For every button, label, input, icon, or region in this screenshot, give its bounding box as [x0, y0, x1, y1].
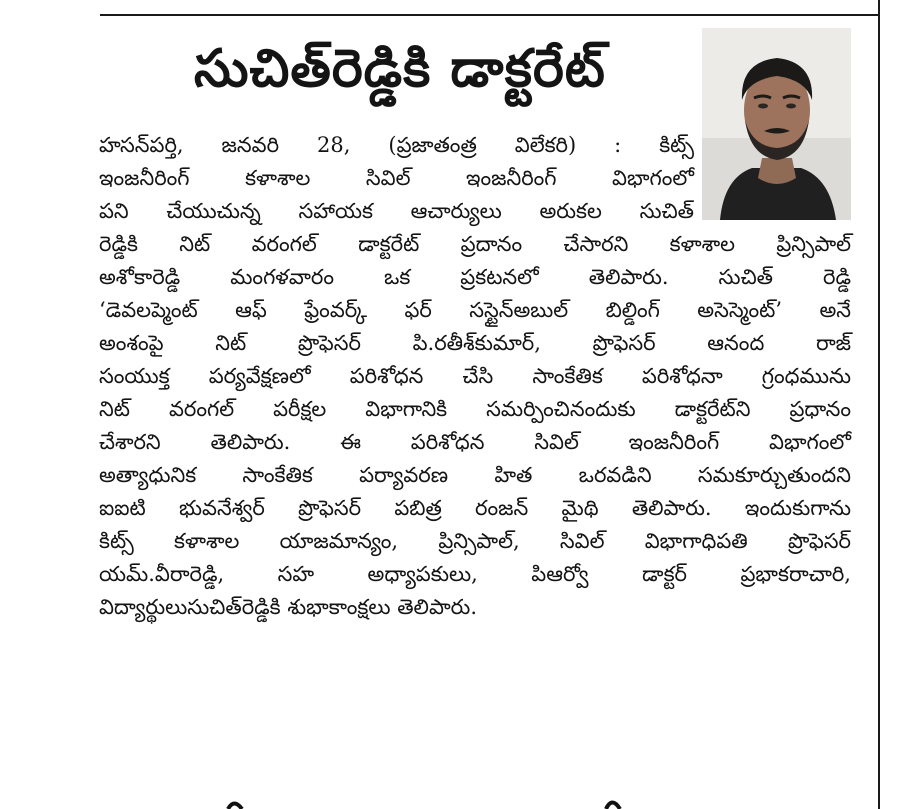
article-line: అశోకారెడ్డి మంగళవారం ఒక ప్రకటనలో తెలిపారు. సుచిత్ రెడ్డి: [99, 265, 851, 289]
portrait-image: [702, 28, 851, 220]
article-line-last: విద్యార్థులుసుచిత్‌రెడ్డికి శుభాకాంక్షలు తెలిపారు.: [99, 595, 477, 619]
article-line: ‘డెవలప్మెంట్ ఆఫ్ ఫ్రేంవర్క్ ఫర్ సస్టైన్‌అబుల్ బిల్డింగ్ అసెస్మెంట్’ అనే: [99, 298, 851, 322]
article-line: చేశారని తెలిపారు. ఈ పరిశోధన సివిల్ ఇంజనీరింగ్ విభాగంలో: [99, 430, 851, 454]
article-headline: సుచిత్‌రెడ్డికి డాక్టరేట్: [194, 39, 606, 99]
article-line: యమ్.వీరారెడ్డి, సహ అధ్యాపకులు, పిఆర్వో డాక్టర్ ప్రభాకరాచారి,: [99, 562, 851, 586]
column-divider: [878, 0, 880, 809]
article-line: రెడ్డికి నిట్ వరంగల్ డాక్టరేట్ ప్రదానం చేసారని కళాశాల ప్రిన్సిపాల్: [99, 232, 851, 256]
article-line: పని చేయుచున్న సహాయక ఆచార్యులు అరుకల సుచిత్: [99, 199, 694, 223]
article-line: హసన్‌పర్తి, జనవరి 28, (ప్రజాతంత్ర విలేకరి) : కిట్స్: [99, 133, 694, 157]
article-line: అత్యాధునిక సాంకేతిక పర్యావరణ హిత ఒరవడిని సమకూర్చుతుందని: [99, 463, 851, 487]
article-line: ఐఐటి భువనేశ్వర్ ప్రొఫెసర్ పబిత్ర రంజన్ మైథి తెలిపారు. ఇందుకుగాను: [99, 496, 851, 520]
top-divider: [100, 14, 878, 16]
article-line: కిట్స్ కళాశాల యాజమాన్యం, ప్రిన్సిపాల్, సివిల్ విభాగాధిపతి ప్రొఫెసర్: [99, 529, 851, 553]
article-line: ఇంజనీరింగ్ కళాశాల సివిల్ ఇంజనీరింగ్ విభాగంలో: [99, 166, 694, 190]
article-line: అంశంపై నిట్ ప్రొఫెసర్ పి.రతీశ్‌కుమార్, ప్రొఫెసర్ ఆనంద రాజ్: [99, 331, 851, 355]
cropped-next-headline: [220, 796, 640, 809]
article-line: సంయుక్త పర్యవేక్షణలో పరిశోధన చేసి సాంకేతిక పరిశోధనా గ్రంధమును: [99, 364, 851, 388]
portrait-photo: [702, 28, 851, 220]
article-line: నిట్ వరంగల్ పరీక్షల విభాగానికి సమర్పించినందుకు డాక్టరేట్‌ని ప్రధానం: [99, 397, 851, 421]
